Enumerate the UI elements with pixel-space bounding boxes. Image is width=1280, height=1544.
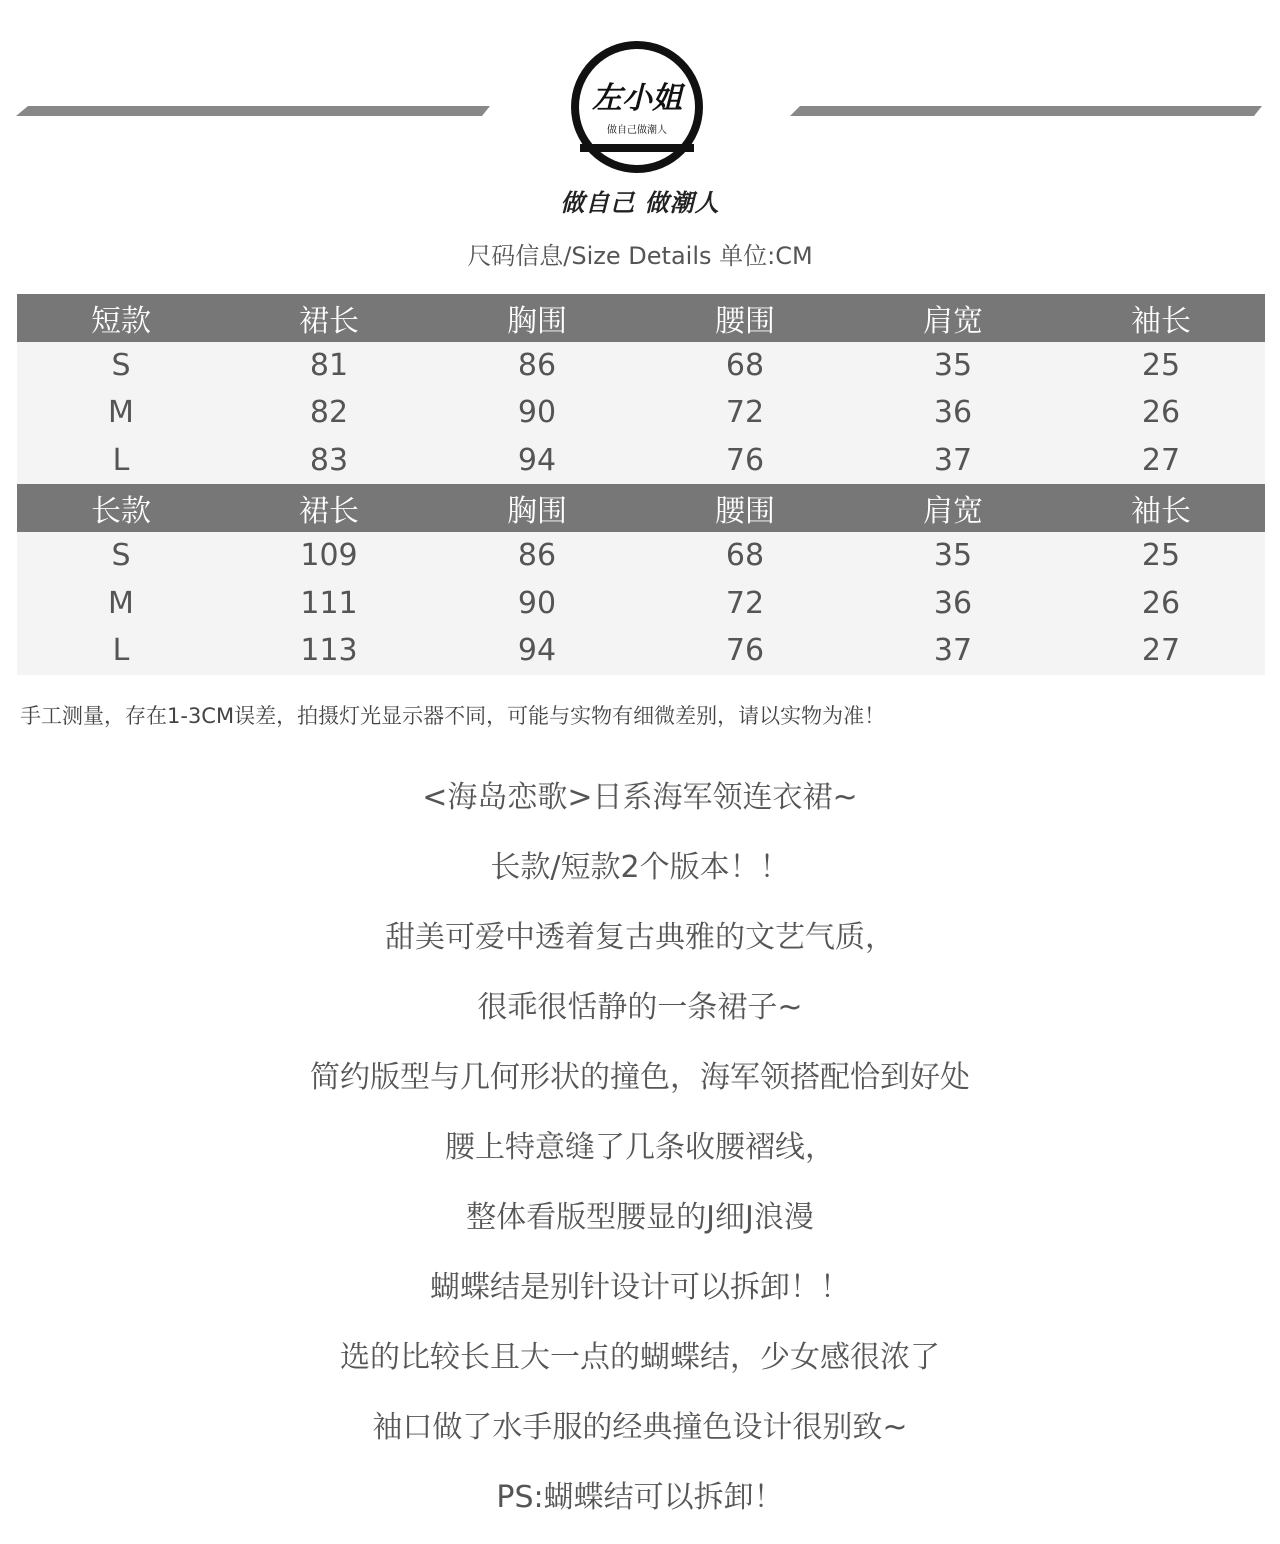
short-size-row (17, 437, 1265, 485)
table-cell: M (17, 580, 225, 628)
long-header-cell: 腰围 (641, 484, 849, 532)
table-cell: 25 (1057, 342, 1265, 390)
table-cell: 109 (225, 532, 433, 580)
table-cell: 27 (1057, 627, 1265, 675)
measurement-note: 手工测量，存在1-3CM误差，拍摄灯光显示器不同，可能与实物有细微差别，请以实物为准！ (20, 704, 886, 728)
description-line: 整体看版型腰显的J细J浪漫 (466, 1200, 814, 1235)
table-cell: 72 (641, 580, 849, 628)
table-cell: 82 (225, 389, 433, 437)
description-line: 选的比较长且大一点的蝴蝶结，少女感很浓了 (340, 1340, 940, 1375)
short-header-cell: 裙长 (225, 294, 433, 342)
description-line: 蝴蝶结是别针设计可以拆卸！！ (430, 1270, 850, 1305)
table-cell: 86 (433, 342, 641, 390)
long-header-cell: 裙长 (225, 484, 433, 532)
table-cell: 76 (641, 627, 849, 675)
table-cell: S (17, 532, 225, 580)
table-cell: 26 (1057, 580, 1265, 628)
table-cell: 94 (433, 437, 641, 485)
short-header-cell: 肩宽 (849, 294, 1057, 342)
long-header-row (17, 484, 1265, 532)
long-header-cell: 长款 (17, 484, 225, 532)
table-cell: 72 (641, 389, 849, 437)
size-chart-table (17, 294, 1265, 675)
short-header-row (17, 294, 1265, 342)
description-line: 简约版型与几何形状的撞色，海军领搭配恰到好处 (310, 1060, 970, 1095)
decorative-bar-right (790, 102, 1262, 118)
long-header-cell: 袖长 (1057, 484, 1265, 532)
table-cell: 36 (849, 389, 1057, 437)
long-header-cell: 胸围 (433, 484, 641, 532)
table-cell: 111 (225, 580, 433, 628)
table-cell: 35 (849, 342, 1057, 390)
long-size-row (17, 532, 1265, 580)
table-cell: 90 (433, 389, 641, 437)
decorative-bar-left (16, 102, 490, 118)
product-description (0, 774, 1280, 1544)
short-size-row (17, 389, 1265, 437)
table-cell: 37 (849, 627, 1057, 675)
table-cell: 90 (433, 580, 641, 628)
description-line: 袖口做了水手服的经典撞色设计很别致~ (372, 1410, 908, 1445)
short-header-cell: 袖长 (1057, 294, 1265, 342)
table-cell: 113 (225, 627, 433, 675)
logo-text: 左小姐 (592, 81, 682, 116)
description-line: 长款/短款2个版本！！ (490, 850, 790, 885)
brand-logo (568, 38, 706, 176)
description-line: 甜美可爱中透着复古典雅的文艺气质， (385, 920, 895, 955)
table-cell: 35 (849, 532, 1057, 580)
table-cell: 83 (225, 437, 433, 485)
table-cell: S (17, 342, 225, 390)
table-cell: 81 (225, 342, 433, 390)
table-cell: 25 (1057, 532, 1265, 580)
table-cell: M (17, 389, 225, 437)
table-cell: 68 (641, 342, 849, 390)
description-line: PS:蝴蝶结可以拆卸！ (496, 1480, 784, 1515)
description-line: <海岛恋歌>日系海军领连衣裙~ (422, 780, 858, 815)
short-size-row (17, 342, 1265, 390)
table-cell: 27 (1057, 437, 1265, 485)
table-cell: 26 (1057, 389, 1265, 437)
table-cell: 86 (433, 532, 641, 580)
short-header-cell: 短款 (17, 294, 225, 342)
table-cell: 76 (641, 437, 849, 485)
table-cell: 36 (849, 580, 1057, 628)
short-header-cell: 胸围 (433, 294, 641, 342)
table-cell: L (17, 437, 225, 485)
description-line: 很乖很恬静的一条裙子~ (477, 990, 803, 1025)
table-cell: 94 (433, 627, 641, 675)
table-cell: 37 (849, 437, 1057, 485)
long-size-row (17, 627, 1265, 675)
short-header-cell: 腰围 (641, 294, 849, 342)
table-cell: 68 (641, 532, 849, 580)
long-header-cell: 肩宽 (849, 484, 1057, 532)
size-details-title: 尺码信息/Size Details 单位:CM (467, 242, 813, 270)
description-line: 腰上特意缝了几条收腰褶线， (445, 1130, 835, 1165)
logo-subtext: 做自己做潮人 (607, 125, 667, 136)
brand-slogan: 做自己 做潮人 (560, 189, 720, 217)
long-size-row (17, 580, 1265, 628)
table-cell: L (17, 627, 225, 675)
